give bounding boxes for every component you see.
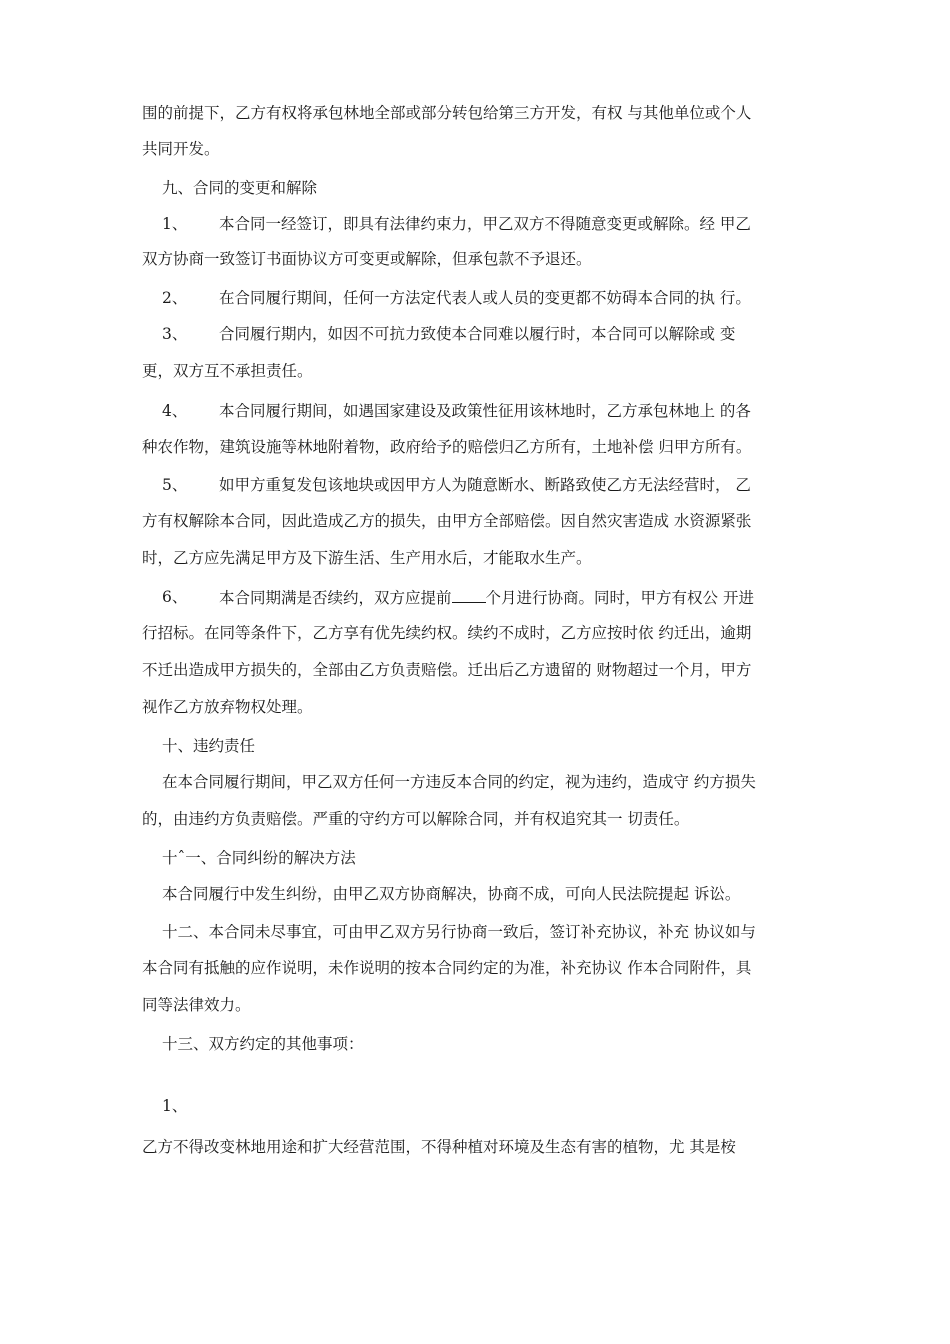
text-line: 围的前提下，乙方有权将承包林地全部或部分转包给第三方开发，有权 与其他单位或个人 — [142, 104, 752, 122]
text-line: 视作乙方放弃物权处理。 — [142, 698, 313, 716]
text-line: 乙方不得改变林地用途和扩大经营范围，不得种植对环境及生态有害的植物，尤 其是桉 — [142, 1138, 736, 1156]
text-line: 行招标。在同等条件下，乙方享有优先续约权。续约不成时，乙方应按时依 约迁出，逾期 — [142, 624, 752, 642]
clause-line: 1、 本合同一经签订，即具有法律约束力，甲乙双方不得随意变更或解除。经 甲乙 — [162, 215, 751, 233]
text-line: 方有权解除本合同，因此造成乙方的损失，由甲方全部赔偿。因自然灾害造成 水资源紧张 — [142, 512, 752, 530]
clause-line: 2、 在合同履行期间，任何一方法定代表人或人员的变更都不妨碍本合同的执 行。 — [162, 289, 751, 307]
clause-line: 4、 本合同履行期间，如遇国家建设及政策性征用该林地时，乙方承包林地上 的各 — [162, 402, 751, 420]
text-line: 本合同履行中发生纠纷，由甲乙双方协商解决，协商不成，可向人民法院提起 诉讼。 — [162, 885, 741, 903]
clause-line: 6、 本合同期满是否续约，双方应提前 个月进行协商。同时，甲方有权公 开进 — [162, 588, 754, 607]
text-line: 同等法律效力。 — [142, 996, 251, 1014]
section-heading: 十三、双方约定的其他事项： — [162, 1035, 364, 1053]
text-line: 不迁出造成甲方损失的，全部由乙方负责赔偿。迁出后乙方遗留的 财物超过一个月，甲方 — [142, 661, 752, 679]
text-line: 在本合同履行期间，甲乙双方任何一方违反本合同的约定，视为违约，造成守 约方损失 — [162, 773, 756, 791]
text-line: 双方协商一致签订书面协议方可变更或解除，但承包款不予退还。 — [142, 250, 592, 268]
section-heading: 九、合同的变更和解除 — [162, 179, 318, 197]
clause-line: 3、 合同履行期内，如因不可抗力致使本合同难以履行时，本合同可以解除或 变 — [162, 325, 736, 343]
text-line: 本合同有抵触的应作说明，未作说明的按本合同约定的为准，补充协议 作本合同附件，具 — [142, 959, 752, 977]
text-line: 十二、本合同未尽事宜，可由甲乙双方另行协商一致后，签订补充协议，补充 协议如与 — [162, 923, 756, 941]
text-line: 的，由违约方负责赔偿。严重的守约方可以解除合同，并有权追究其一 切责任。 — [142, 810, 690, 828]
text-line: 更，双方互不承担责任。 — [142, 362, 313, 380]
blank-field — [452, 587, 486, 603]
clause-number: 1、 — [162, 1097, 188, 1115]
text-line: 时，乙方应先满足甲方及下游生活、生产用水后，才能取水生产。 — [142, 549, 592, 567]
section-heading: 十ˆ一、合同纠纷的解决方法 — [162, 849, 356, 867]
text-line: 共同开发。 — [142, 140, 220, 158]
clause-line: 5、 如甲方重复发包该地块或因甲方人为随意断水、断路致使乙方无法经营时， 乙 — [162, 476, 751, 494]
section-heading: 十、违约责任 — [162, 737, 256, 755]
text-line: 种农作物，建筑设施等林地附着物，政府给予的赔偿归乙方所有，土地补偿 归甲方所有。 — [142, 438, 752, 456]
